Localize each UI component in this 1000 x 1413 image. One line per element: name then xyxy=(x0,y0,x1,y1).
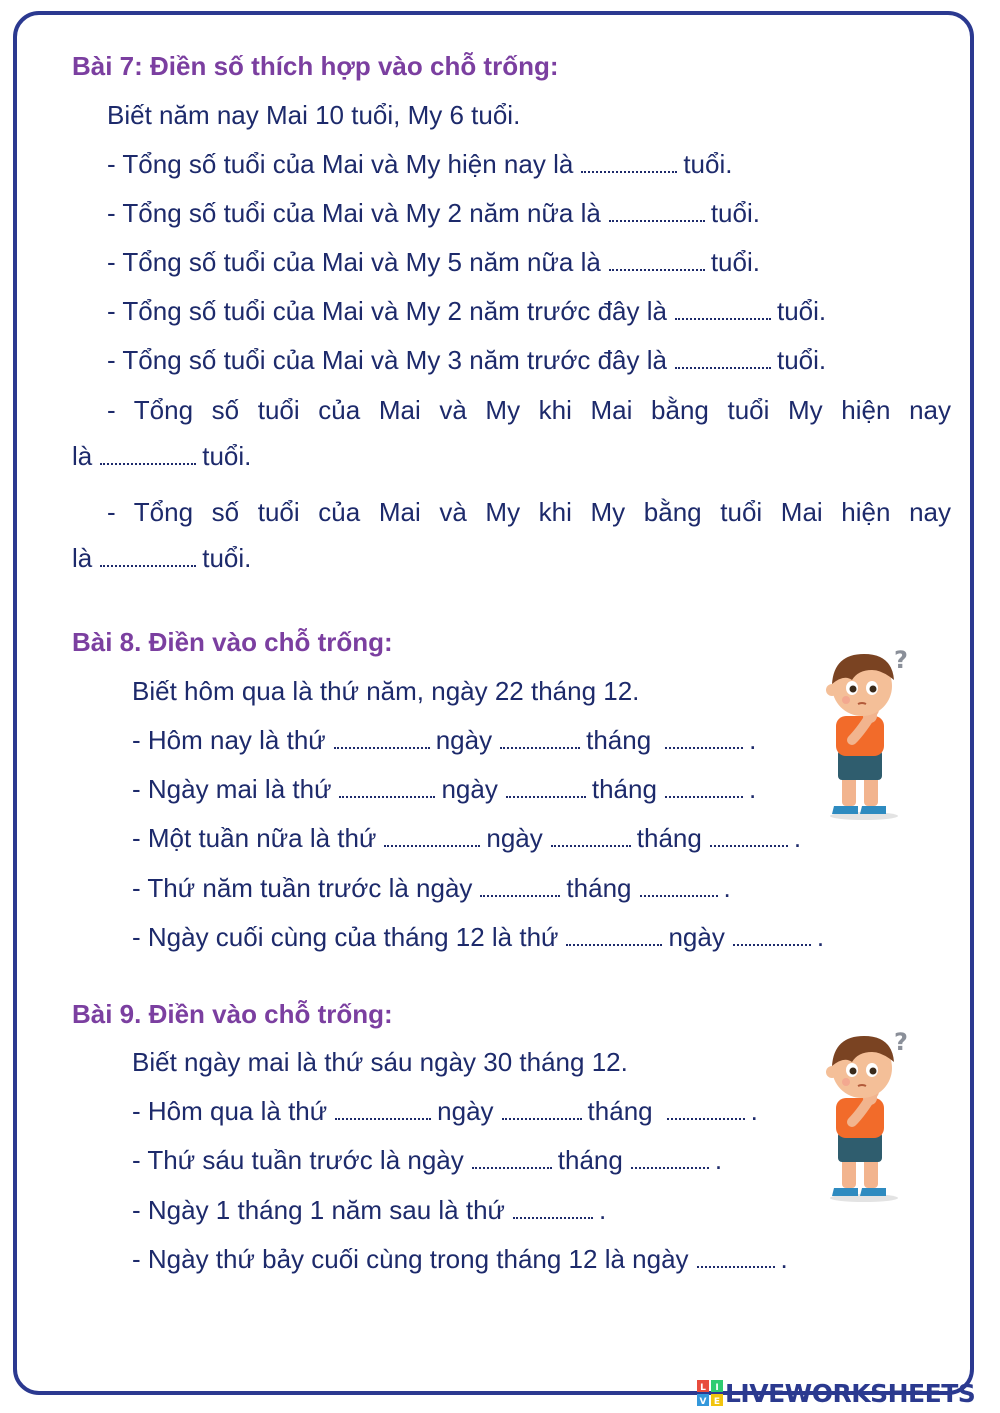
answer-blank[interactable] xyxy=(581,171,677,173)
bai8-item-3 xyxy=(132,822,801,854)
bai8-item-2 xyxy=(132,773,756,805)
item-unit: tuổi. xyxy=(202,543,252,573)
item-unit: tuổi. xyxy=(776,345,827,375)
bai9-intro: Biết ngày mai là thứ sáu ngày 30 tháng 12. xyxy=(132,1047,628,1077)
item-text: tháng xyxy=(587,1096,653,1126)
answer-blank[interactable] xyxy=(640,895,718,897)
item-text: - Thứ sáu tuần trước là ngày xyxy=(132,1145,464,1175)
item-punct: . xyxy=(723,873,731,903)
thinking-boy-icon xyxy=(812,640,912,822)
bai9-item-1 xyxy=(132,1095,758,1127)
answer-blank[interactable] xyxy=(384,845,480,847)
answer-blank[interactable] xyxy=(733,944,811,946)
item-text: - Tổng số tuổi của Mai và My 2 năm nữa là xyxy=(107,198,601,228)
answer-blank[interactable] xyxy=(480,895,560,897)
answer-blank[interactable] xyxy=(100,463,196,465)
item-text: - Ngày 1 tháng 1 năm sau là thứ xyxy=(132,1195,505,1225)
item-text: tháng xyxy=(591,774,657,804)
bai8-intro: Biết hôm qua là thứ năm, ngày 22 tháng 12. xyxy=(132,676,640,706)
item-text: ngày xyxy=(486,823,543,853)
item-punct: . xyxy=(793,823,802,853)
answer-blank[interactable] xyxy=(566,944,662,946)
answer-blank[interactable] xyxy=(665,747,743,749)
answer-blank[interactable] xyxy=(551,845,631,847)
bai9-item-4 xyxy=(132,1243,788,1275)
item-text: - Ngày mai là thứ xyxy=(132,774,332,804)
item-text: - Tổng số tuổi của Mai và My 3 năm trước đây là xyxy=(107,345,667,375)
item-unit: tuổi. xyxy=(683,149,733,179)
answer-blank[interactable] xyxy=(667,1118,745,1120)
item-text: ngày xyxy=(441,774,498,804)
answer-blank[interactable] xyxy=(335,1118,431,1120)
answer-blank[interactable] xyxy=(675,318,771,320)
item-text: - Tổng số tuổi của Mai và My 2 năm trước đây là xyxy=(107,296,667,326)
item-punct: . xyxy=(749,725,757,755)
item-punct: . xyxy=(780,1244,788,1274)
item-text: tháng xyxy=(566,873,632,903)
answer-blank[interactable] xyxy=(339,796,435,798)
answer-blank[interactable] xyxy=(502,1118,582,1120)
item-text: - Ngày cuối cùng của tháng 12 là thứ xyxy=(132,922,559,952)
item-unit: tuổi. xyxy=(202,441,252,471)
bai7-item-4 xyxy=(107,295,826,327)
bai9-title: Bài 9. Điền vào chỗ trống: xyxy=(72,999,393,1029)
answer-blank[interactable] xyxy=(631,1167,709,1169)
answer-blank[interactable] xyxy=(665,796,743,798)
bai7-intro: Biết năm nay Mai 10 tuổi, My 6 tuổi. xyxy=(107,100,521,130)
bai8-item-4 xyxy=(132,872,731,904)
item-text: - Hôm nay là thứ xyxy=(132,725,326,755)
item-text: tháng xyxy=(636,823,702,853)
answer-blank[interactable] xyxy=(334,747,430,749)
item-punct: . xyxy=(748,774,757,804)
answer-blank[interactable] xyxy=(697,1266,775,1268)
liveworksheets-logo-icon xyxy=(697,1380,723,1406)
question-mark: ? xyxy=(894,1028,908,1056)
item-text: - Thứ năm tuần trước là ngày xyxy=(132,873,473,903)
bai7-item-5 xyxy=(107,344,826,376)
item-unit: tuổi. xyxy=(776,296,827,326)
item-punct: . xyxy=(816,922,825,952)
item-unit: tuổi. xyxy=(710,247,760,277)
item-text: là xyxy=(72,543,93,573)
bai7-long-item-2-line1: - Tổng số tuổi của Mai và My khi My bằng tuổi Mai hiện nay xyxy=(107,497,951,527)
svg-text:E: E xyxy=(713,1397,721,1406)
bai9-item-3 xyxy=(132,1194,606,1226)
bai7-long-item-1-line1: - Tổng số tuổi của Mai và My khi Mai bằng tuổi My hiện nay xyxy=(107,395,951,425)
answer-blank[interactable] xyxy=(472,1167,552,1169)
bai7-item-2 xyxy=(107,197,760,229)
answer-blank[interactable] xyxy=(609,269,705,271)
watermark-text: LIVEWORKSHEETS xyxy=(725,1378,976,1408)
item-text: tháng xyxy=(586,725,652,755)
bai7-title: Bài 7: Điền số thích hợp vào chỗ trống: xyxy=(72,51,559,81)
item-text: - Hôm qua là thứ xyxy=(132,1096,328,1126)
answer-blank[interactable] xyxy=(710,845,788,847)
item-text: - Một tuần nữa là thứ xyxy=(132,823,377,853)
question-mark: ? xyxy=(894,646,908,674)
bai8-item-1 xyxy=(132,724,756,756)
svg-text:L: L xyxy=(700,1383,706,1393)
bai7-long-item-1-line2 xyxy=(72,440,251,472)
item-text: ngày xyxy=(437,1096,494,1126)
item-text: là xyxy=(72,441,93,471)
item-punct: . xyxy=(598,1195,607,1225)
bai7-item-1 xyxy=(107,148,732,180)
svg-text:I: I xyxy=(715,1383,719,1393)
item-text: ngày xyxy=(435,725,493,755)
bai8-title: Bài 8. Điền vào chỗ trống: xyxy=(72,627,393,657)
svg-text:V: V xyxy=(699,1397,707,1406)
bai9-item-2 xyxy=(132,1144,722,1176)
answer-blank[interactable] xyxy=(506,796,586,798)
item-unit: tuổi. xyxy=(710,198,760,228)
answer-blank[interactable] xyxy=(100,565,196,567)
item-text: ngày xyxy=(668,922,725,952)
bai7-item-3 xyxy=(107,246,760,278)
item-punct: . xyxy=(714,1145,723,1175)
thinking-boy-icon xyxy=(812,1022,912,1204)
answer-blank[interactable] xyxy=(513,1217,593,1219)
answer-blank[interactable] xyxy=(675,367,771,369)
answer-blank[interactable] xyxy=(609,220,705,222)
liveworksheets-watermark xyxy=(697,1378,975,1408)
item-text: tháng xyxy=(557,1145,623,1175)
item-text: - Ngày thứ bảy cuối cùng trong tháng 12 là ngày xyxy=(132,1244,689,1274)
item-text: - Tổng số tuổi của Mai và My 5 năm nữa là xyxy=(107,247,601,277)
item-punct: . xyxy=(750,1096,758,1126)
bai7-long-item-2-line2 xyxy=(72,542,251,574)
answer-blank[interactable] xyxy=(500,747,580,749)
bai8-item-5 xyxy=(132,921,824,953)
item-text: - Tổng số tuổi của Mai và My hiện nay là xyxy=(107,149,574,179)
